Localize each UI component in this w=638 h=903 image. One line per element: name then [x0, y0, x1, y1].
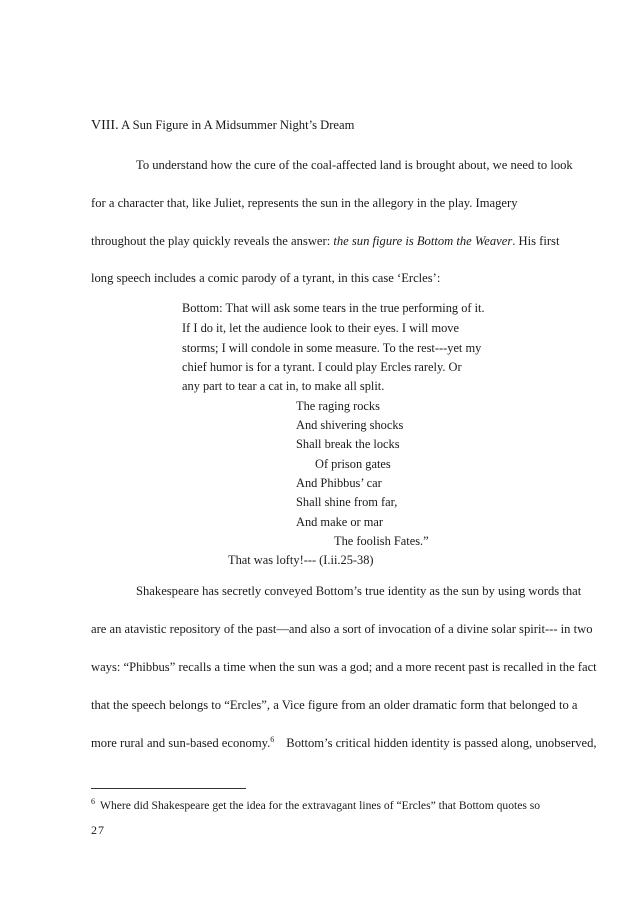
verse-line: Shall shine from far,	[296, 495, 398, 509]
body-line: are an atavistic repository of the past—and also a sort of invocation of a divine solar spirit--- in two	[91, 622, 593, 636]
quote-line: chief humor is for a tyrant. I could play Ercles rarely. Or	[182, 360, 462, 374]
footnote-divider	[91, 788, 246, 789]
body-text: throughout the play quickly reveals the answer:	[91, 234, 334, 248]
quote-citation: That was lofty!--- (I.ii.25-38)	[228, 553, 374, 567]
footnote-text: Where did Shakespeare get the idea for the extravagant lines of “Ercles” that Bottom quotes so	[100, 798, 541, 812]
verse-line: Of prison gates	[315, 457, 391, 471]
body-text: Bottom’s critical hidden identity is passed along, unobserved,	[286, 736, 597, 750]
quote-line: any part to tear a cat in, to make all split.	[182, 379, 385, 393]
verse-line: The raging rocks	[296, 399, 380, 413]
verse-line: And make or mar	[296, 515, 384, 529]
verse-line: Shall break the locks	[296, 437, 400, 451]
section-heading	[91, 118, 354, 134]
emphasis-text: the sun figure is Bottom the Weaver	[333, 234, 513, 248]
body-line: ways: “Phibbus” recalls a time when the sun was a god; and a more recent past is recalled in the fact	[91, 660, 597, 674]
footnote-reference[interactable]: 6	[270, 734, 275, 744]
body-line: To understand how the cure of the coal-affected land is brought about, we need to look	[136, 158, 573, 172]
footnote-mark: 6	[91, 797, 95, 806]
quote-line: Bottom: That will ask some tears in the true performing of it.	[182, 301, 485, 315]
body-text: more rural and sun-based economy.	[91, 736, 271, 750]
body-line: Shakespeare has secretly conveyed Bottom’s true identity as the sun by using words that	[136, 584, 582, 598]
body-line: that the speech belongs to “Ercles”, a Vice figure from an older dramatic form that belonged to a	[91, 698, 578, 712]
body-line: long speech includes a comic parody of a tyrant, in this case ‘Ercles’:	[91, 271, 441, 285]
quote-line: storms; I will condole in some measure. To the rest---yet my	[182, 341, 482, 355]
body-line: for a character that, like Juliet, represents the sun in the allegory in the play. Imagery	[91, 196, 518, 210]
section-title: A Sun Figure in A Midsummer Night’s Dream	[121, 118, 355, 132]
section-number: VIII.	[91, 118, 119, 133]
body-text: . His first	[512, 234, 560, 248]
verse-line: And shivering shocks	[296, 418, 404, 432]
body-line	[91, 735, 597, 751]
quote-line: If I do it, let the audience look to their eyes. I will move	[182, 321, 459, 335]
verse-line: And Phibbus’ car	[296, 476, 382, 490]
page-number: 27	[91, 823, 105, 837]
footnote	[91, 797, 540, 812]
verse-line: The foolish Fates.”	[334, 534, 429, 548]
body-line	[91, 233, 559, 249]
